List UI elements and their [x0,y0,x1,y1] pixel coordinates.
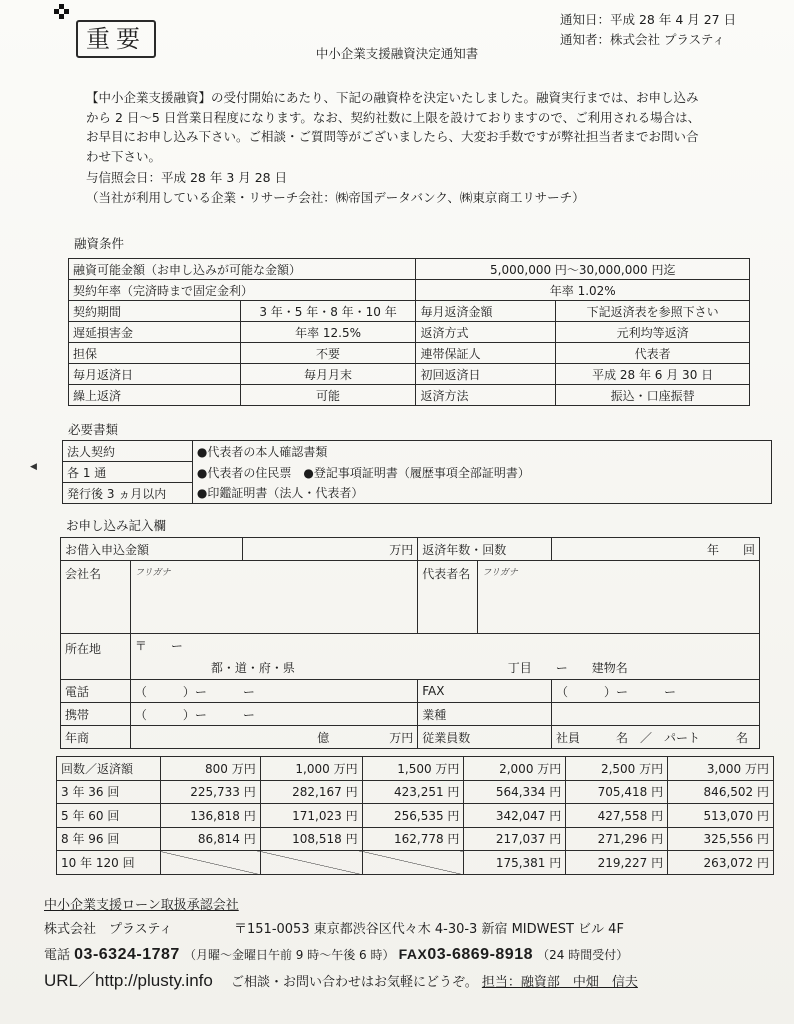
intro-line: 【中小企業支援融資】の受付開始にあたり、下記の融資枠を決定いたしました。融資実行までは、お申し込み [86,90,699,105]
prefecture-field[interactable]: 都・道・府・県 [130,657,417,680]
monthly-payment-label: 毎月返済金額 [416,301,556,322]
table-row [69,259,750,280]
repayment-row [57,804,774,828]
table-row [61,561,760,584]
mobile-label: 携帯 [61,703,131,726]
collateral-value: 不要 [240,343,416,364]
application-form-table [60,537,760,749]
contract-rate-label: 契約年率（完済時まで固定金利） [69,280,416,301]
table-row [69,364,750,385]
repayment-cell: 175,381 円 [464,851,566,875]
company-name-label: 会社名 [61,561,131,634]
table-row [63,441,772,462]
loanable-amount-label: 融資可能金額（お申し込みが可能な金額） [69,259,416,280]
business-hours: （月曜～金曜日午前 9 時～午後 6 時） [183,948,395,962]
employees-label: 従業員数 [418,726,552,749]
years-field[interactable]: 年 回 [552,538,760,561]
contract-rate-value: 年率 1.02% [416,280,750,301]
postal-field[interactable]: 〒 ー [130,634,759,657]
required-docs-title: 必要書類 [68,422,119,437]
notifier: 通知者：株式会社 プラスティ [560,32,725,47]
amount-header: 3,000 万円 [668,757,774,781]
mobile-field[interactable]: （ ）ー ー [130,703,417,726]
years-label: 返済年数・回数 [418,538,552,561]
fax-number: 03-6869-8918 [427,946,533,963]
representative-label: 代表者名 [418,561,478,634]
table-row [61,726,760,749]
phone-label: 電話 [61,680,131,703]
repayment-cell: 108,518 円 [260,827,362,851]
amount-header: 800 万円 [160,757,260,781]
intro-line: わせ下さい。 [86,148,162,164]
fax-label: FAX [418,680,552,703]
amount-header: 1,500 万円 [362,757,464,781]
company-address-line [44,918,764,942]
doc-item: ●印鑑証明書（法人・代表者） [192,483,771,504]
company-name-field[interactable] [130,561,417,584]
industry-label: 業種 [418,703,552,726]
guarantor-label: 連帯保証人 [416,343,556,364]
loan-terms-table [68,258,750,406]
early-repayment-label: 繰上返済 [69,385,241,406]
website-link[interactable]: http://plusty.info [95,971,213,990]
repayment-header-label: 回数／返済額 [57,757,161,781]
collateral-label: 担保 [69,343,241,364]
amount-header: 2,500 万円 [566,757,668,781]
furigana-label: フリガナ [134,568,171,578]
term-label: 3 年 36 回 [57,780,161,804]
guarantor-value: 代表者 [556,343,750,364]
table-row [63,483,772,504]
repayment-table-body [57,757,774,875]
loanable-amount-value: 5,000,000 円～30,000,000 円迄 [416,259,750,280]
address-label: 所在地 [61,634,131,680]
repayment-cell [260,851,362,875]
repayment-schedule-table [56,756,774,875]
phone-field[interactable]: （ ）ー ー [130,680,417,703]
docs-left-label: 各 1 通 [63,462,193,483]
table-row [69,322,750,343]
late-fee-value: 年率 12.5% [240,322,416,343]
revenue-field[interactable]: 億 万円 [130,726,417,749]
contact-person: 担当：融資部 中畑 信夫 [481,975,638,990]
table-row [63,462,772,483]
table-row [69,385,750,406]
first-due-value: 平成 28 年 6 月 30 日 [556,364,750,385]
doc-item: ●代表者の本人確認書類 [192,441,771,462]
fax-field[interactable]: （ ）ー ー [552,680,760,703]
repayment-cell: 136,818 円 [160,804,260,828]
employees-field[interactable]: 社員 名 ／ パート 名 [552,726,760,749]
table-row [69,301,750,322]
notice-date: 通知日：平成 28 年 4 月 27 日 [560,12,737,27]
period-value: 3 年・5 年・8 年・10 年 [240,301,416,322]
research-company-note: （当社が利用している企業・リサーチ会社：㈱帝国データバンク、㈱東京商工リサーチ） [86,190,585,205]
approved-company-line [44,894,764,918]
company-address: 〒151-0053 東京都渋谷区代々木 4-30-3 新宿 MIDWEST ビル 4F [234,922,624,937]
repayment-cell: 423,251 円 [362,780,464,804]
credit-check-info [86,168,585,208]
approved-company: 中小企業支援ローン取扱承認会社 [44,898,239,913]
table-row [61,538,760,561]
repayment-cell [160,851,260,875]
phone-number[interactable]: 03-6324-1787 [74,946,180,963]
repayment-cell: 217,037 円 [464,827,566,851]
repayment-cell: 171,023 円 [260,804,362,828]
representative-field[interactable] [478,561,760,584]
amount-header: 1,000 万円 [260,757,362,781]
repayment-method-label: 返済方式 [416,322,556,343]
repayment-cell: 219,227 円 [566,851,668,875]
margin-arrow-icon: ◀ [30,462,37,472]
document-title: 中小企業支援融資決定通知書 [315,46,479,61]
repayment-cell: 225,733 円 [160,780,260,804]
repayment-row [57,780,774,804]
doc-item: ●代表者の住民票 ●登記事項証明書（履歴事項全部証明書） [192,462,771,483]
docs-left-label: 法人契約 [63,441,193,462]
payment-method-value: 振込・口座振替 [556,385,750,406]
required-docs-table [62,440,772,504]
repayment-cell: 427,558 円 [566,804,668,828]
table-row [69,280,750,301]
fax-prefix: FAX [398,946,428,962]
table-row [61,584,760,634]
repayment-cell: 256,535 円 [362,804,464,828]
url-line [44,966,764,996]
repayment-row [57,827,774,851]
table-row [61,657,760,680]
table-row [61,680,760,703]
corner-registration-icon [54,4,70,20]
chome-building-field[interactable]: 丁目 ー 建物名 [418,657,760,680]
repayment-cell: 846,502 円 [668,780,774,804]
repayment-method-value: 元利均等返済 [556,322,750,343]
monthly-due-label: 毎月返済日 [69,364,241,385]
table-row [61,703,760,726]
credit-check-date: 与信照会日：平成 28 年 3 月 28 日 [86,170,288,185]
repayment-cell: 705,418 円 [566,780,668,804]
term-label: 8 年 96 回 [57,827,161,851]
amount-label: お借入申込金額 [61,538,243,561]
late-fee-label: 遅延損害金 [69,322,241,343]
repayment-cell: 263,072 円 [668,851,774,875]
url-prefix: URL／ [44,971,96,990]
early-repayment-value: 可能 [240,385,416,406]
term-label: 5 年 60 回 [57,804,161,828]
tel-prefix: 電話 [44,948,71,963]
first-due-label: 初回返済日 [416,364,556,385]
fax-note: （24 時間受付） [537,948,629,962]
period-label: 契約期間 [69,301,241,322]
table-row [61,634,760,657]
loan-terms-title: 融資条件 [74,236,125,251]
term-label: 10 年 120 回 [57,851,161,875]
company-name-input[interactable] [130,584,417,634]
revenue-label: 年商 [61,726,131,749]
repayment-row [57,851,774,875]
payment-method-label: 返済方法 [416,385,556,406]
repayment-cell: 342,047 円 [464,804,566,828]
repayment-cell: 564,334 円 [464,780,566,804]
repayment-cell: 325,556 円 [668,827,774,851]
repayment-cell [362,851,464,875]
company-name: 株式会社 プラスティ [44,922,173,937]
monthly-due-value: 毎月月末 [240,364,416,385]
monthly-payment-value: 下記返済表を参照下さい [556,301,750,322]
furigana-label: フリガナ [482,568,518,578]
amount-header: 2,000 万円 [464,757,566,781]
repayment-cell: 86,814 円 [160,827,260,851]
application-title: お申し込み記入欄 [66,518,167,533]
repayment-cell: 282,167 円 [260,780,362,804]
docs-left-label: 発行後 3 ヵ月以内 [63,483,193,504]
representative-input[interactable] [478,584,760,634]
amount-field[interactable]: 万円 [242,538,418,561]
industry-field[interactable] [552,703,760,726]
company-info [44,894,764,996]
repayment-cell: 271,296 円 [566,827,668,851]
contact-note: ご相談・お問い合わせはお気軽にどうぞ。 [230,975,478,990]
intro-line: から 2 日～5 日営業日程度になります。なお、契約社数に上限を設けておりますので、ご利用される場合は、 [86,109,701,125]
repayment-cell: 162,778 円 [362,827,464,851]
intro-line: お早目にお申し込み下さい。ご相談・ご質問等がございましたら、大変お手数ですが弊社担当者までお問い合 [86,129,699,144]
table-row [69,343,750,364]
repayment-header-row [57,757,774,781]
repayment-cell: 513,070 円 [668,804,774,828]
important-stamp: 重要 [76,20,156,58]
intro-paragraph [86,88,746,166]
contact-line [44,942,764,966]
